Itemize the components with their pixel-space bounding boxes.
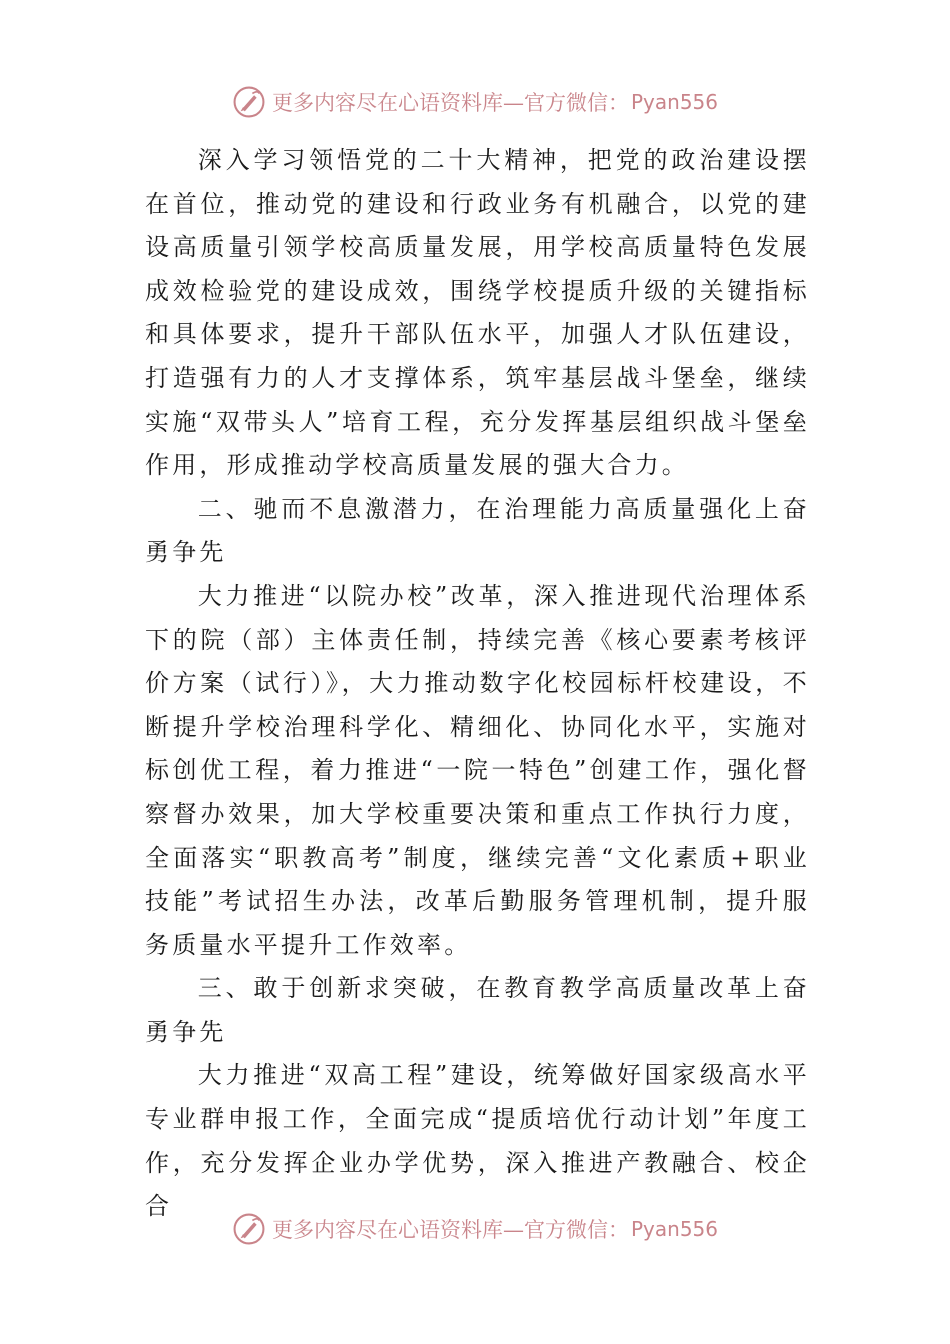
pen-nib-logo-icon <box>232 85 266 119</box>
body-paragraph: 大力推进“双高工程”建设，统筹做好国家级高水平专业群申报工作，全面完成“提质培优行动计划”年度工作，充分发挥企业办学优势，深入推进产教融合、校企合 <box>145 1061 810 1221</box>
document-body <box>145 139 810 1229</box>
body-paragraph: 大力推进“以院办校”改革，深入推进现代治理体系下的院（部）主体责任制，持续完善《核心要素考核评价方案（试行）》，大力推动数字化校园标杆校建设，不断提升学校治理科学化、精细化、协同化水平，实施对标创优工程，着力推进“一院一特色”创建工作，强化督察督办效果，加大学校重要决策和重点工作执行力度，全面落实“职教高考”制度，继续完善“文化素质+职业技能”考试招生办法，改革后勤服务管理机制，提升服务质量水平提升工作效率。 <box>145 581 810 959</box>
body-paragraph: 深入学习领悟党的二十大精神，把党的政治建设摆在首位，推动党的建设和行政业务有机融合，以党的建设高质量引领学校高质量发展，用学校高质量特色发展成效检验党的建设成效，围绕学校提质升级的关键指标和具体要求，提升干部队伍水平，加强人才队伍建设，打造强有力的人才支撑体系，筑牢基层战斗堡垒，继续实施“双带头人”培育工程，充分发挥基层组织战斗堡垒作用，形成推动学校高质量发展的强大合力。 <box>145 146 810 480</box>
watermark-wechat-id: Pyan556 <box>630 90 718 114</box>
watermark-wechat-id: Pyan556 <box>630 1217 718 1241</box>
pen-nib-logo-icon <box>232 1212 266 1246</box>
watermark-footer <box>0 1209 950 1249</box>
section-heading-2: 二、驰而不息激潜力，在治理能力高质量强化上奋勇争先 <box>145 494 810 567</box>
section-heading-3: 三、敢于创新求突破，在教育教学高质量改革上奋勇争先 <box>145 974 810 1046</box>
watermark-text: 更多内容尽在心语资料库—官方微信： <box>271 1218 629 1242</box>
watermark-header <box>0 82 950 122</box>
watermark-text: 更多内容尽在心语资料库—官方微信： <box>271 91 629 115</box>
